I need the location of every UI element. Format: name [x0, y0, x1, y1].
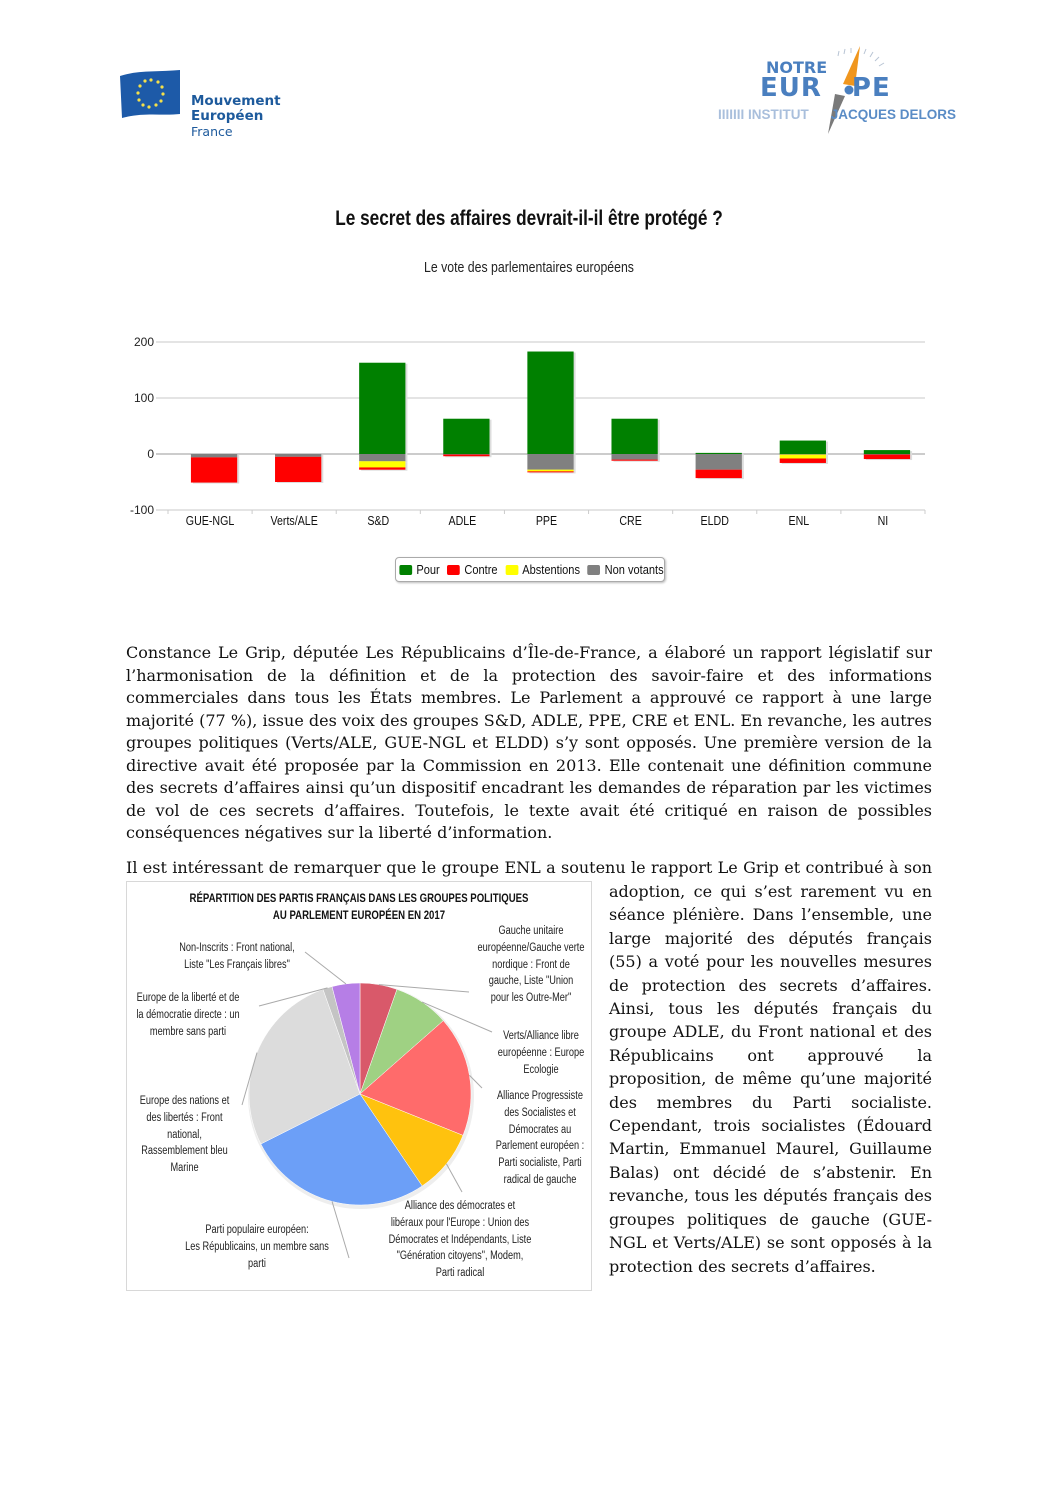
bar-segment-contre [864, 455, 910, 459]
bar-segment-contre [359, 467, 405, 469]
legend-item-pour [399, 562, 439, 577]
y-tick-label: 100 [133, 391, 154, 405]
eu-flag-icon [118, 70, 182, 120]
legend-item-abstentions [505, 562, 580, 577]
pie-label-ppe [185, 1222, 329, 1272]
bar-segment-non-votants [527, 454, 573, 470]
pie-chart-figure [126, 881, 592, 1291]
x-tick-label: Verts/ALE [270, 512, 318, 529]
x-tick-label: PPE [535, 512, 558, 529]
bar-shadow [613, 461, 659, 462]
logo-eur: EUR [760, 73, 822, 103]
pie-label-line: "Génération citoyens", Modem, [396, 1250, 524, 1263]
notre-europe-logo [718, 40, 957, 140]
pie-label-line: Parti populaire européen: [205, 1224, 309, 1236]
mouvement-europeen-logo [118, 70, 298, 144]
bar-segment-contre [191, 457, 237, 482]
logo-europe [760, 73, 891, 103]
bar-segment-pour [359, 363, 405, 454]
bar-segment-pour [780, 441, 826, 454]
logo-institut-text: IIIIIII INSTITUT [718, 107, 809, 122]
pie-label-enf [139, 1093, 231, 1177]
bar-segment-non-votants [611, 454, 657, 460]
bar-segment-pour [696, 453, 742, 454]
x-tick-label: ELDD [700, 512, 729, 529]
mouvement-europeen-wordmark [191, 94, 281, 139]
bar-segment-non-votants [191, 454, 237, 457]
pie-label-line: Europe des nations et [139, 1095, 230, 1107]
pie-label-line: Démocrates et Indépendants, Liste [388, 1233, 532, 1246]
pie-label-line: des libertés : Front [146, 1111, 223, 1124]
legend-swatch-non-votants [588, 565, 601, 575]
pie-label-line: Ecologie [523, 1063, 559, 1076]
bar-segment-pour [527, 352, 573, 454]
bar-segment-contre [611, 460, 657, 461]
page-subtitle: Le vote des parlementaires européens [424, 259, 634, 276]
pie-label-line: des Socialistes et [504, 1106, 576, 1119]
legend-label: Non votants [604, 562, 664, 577]
bar-segment-non-votants [696, 454, 742, 470]
bar-segment-abstentions [359, 461, 405, 467]
pie-label-line: pour les Outre-Mer" [490, 992, 572, 1005]
body-paragraph-2-line1: Il est intéressant de remarquer que le groupe ENL a soutenu le rapport Le Grip et contribué à son [126, 858, 932, 877]
bar-segment-contre [696, 470, 742, 478]
pie-label-line: membre sans parti [149, 1025, 227, 1038]
body-paragraph-1: Constance Le Grip, députée Les Républicains d’Île-de-France, a élaboré un rapport législatif sur l’harmonisation de la définition et de la protection des savoir-faire et des informations commerciales dans tous les États membres. Le Parlement a approuvé ce rapport à une large majorité (77 %), issue des voix des groupes S&D, ADLE, PPE, CRE et ENL. En revanche, les autres groupes politiques (Verts/ALE, GUE-NGL et ELDD) s’y sont opposés. Une première version de la directive avait été proposée par la Commission en 2013. Elle contenait une définition commune des secrets d’affaires ainsi qu’un dispositif encadrant les demandes de réparation par les victimes de vol de ces secrets d’affaires. Toutefois, le texte avait été critiqué en raison de possibles conséquences négatives sur la liberté d’information. [126, 643, 932, 842]
pie-label-line: Marine [170, 1162, 199, 1175]
x-tick-label: NI [877, 512, 889, 529]
bar-segment-contre [443, 455, 489, 457]
pie-label-line: national, [167, 1128, 202, 1141]
pie-label-line: Liste "Les Français libres" [184, 958, 290, 971]
bar-segment-contre [275, 457, 321, 482]
pie-label-line: la démocratie directe : un [136, 1008, 240, 1021]
bar-segment-pour [443, 419, 489, 454]
pie-label-line: nordique : Front de [492, 958, 570, 971]
legend-swatch-pour [399, 565, 412, 575]
pie-leader-line [446, 1164, 462, 1192]
bar-segment-pour [611, 419, 657, 454]
pie-label-line: Alliance des démocrates et [404, 1200, 516, 1212]
pie-label-alde [388, 1198, 532, 1282]
pie-label-line: Parlement européen : [495, 1140, 585, 1153]
pie-label-line: européenne : Europe [497, 1046, 585, 1059]
pie-label-line: Rassemblement bleu [141, 1145, 228, 1158]
body-paragraph-2-wrap: adoption, ce qui s’est rarement vu en séance plénière. Dans l’ensemble, une large majorité des députés français (55) a voté pour les nouvelles mesures de protection des secrets d’affaires. Ainsi, tous les députés français du groupe ADLE, du Front national et des Républicains ont approuvé la proposition, de même qu’une majorité des membres du Parti socialiste. Cependant, trois socialistes (Édouard Martin, Emmanuel Maurel, Guillaume Balas) ont décidé de s’abstenir. En revanche, tous les députés français des groupes politiques de gauche (GUE-NGL et Verts/ALE) se sont opposés à la protection des secrets d’affaires. [609, 882, 932, 1276]
pie-title-line2: AU PARLEMENT EUROPÉEN EN 2017 [272, 908, 446, 922]
y-tick-label: 200 [133, 335, 154, 349]
logo-institut [718, 107, 956, 122]
bar-segment-abstentions [527, 470, 573, 472]
logo-text-line3: France [191, 124, 233, 139]
pie-label-sd [490, 1088, 591, 1189]
pie-label-line: Europe de la liberté et de [136, 992, 240, 1004]
bar-segment-pour [864, 450, 910, 454]
x-tick-label: CRE [619, 512, 642, 529]
x-tick-label: S&D [367, 512, 390, 529]
pie-title-line1: RÉPARTITION DES PARTIS FRANÇAIS DANS LES GROUPES POLITIQUES [189, 891, 529, 905]
x-tick-label: ENL [788, 512, 810, 529]
pie-leader-line [332, 1201, 349, 1258]
legend-label: Abstentions [522, 562, 580, 577]
vote-bar-chart [130, 330, 930, 530]
logo-pe: PE [851, 73, 891, 103]
legend-label: Pour [416, 562, 440, 577]
chart-legend [395, 557, 665, 582]
pie-label-line: Non-Inscrits : Front national, [179, 942, 295, 954]
bar-segment-non-votants [275, 454, 321, 457]
legend-label: Contre [464, 562, 498, 577]
pie-label-line: parti [248, 1257, 266, 1270]
logo-text-line1: Mouvement [191, 93, 281, 109]
pie-label-line: européenne/Gauche verte [477, 941, 585, 954]
pie-label-efdd [136, 990, 240, 1040]
logo-delors-text: JACQUES DELORS [830, 107, 957, 122]
y-tick-label: 0 [147, 447, 154, 461]
logo-notre: NOTRE [766, 58, 828, 77]
pie-label-line: Alliance Progressiste [497, 1090, 583, 1102]
logo-text-line2: Européen [191, 108, 264, 124]
page-title: Le secret des affaires devrait-il-il être protégé ? [335, 207, 723, 230]
legend-swatch-contre [447, 565, 460, 575]
pie-label-line: Parti socialiste, Parti [498, 1157, 582, 1170]
bar-segment-contre [527, 471, 573, 472]
bar-segment-contre [780, 458, 826, 462]
legend-swatch-abstentions [505, 565, 518, 575]
y-tick-label: -100 [130, 503, 154, 517]
pie-label-verts [493, 1028, 589, 1078]
x-tick-label: GUE-NGL [185, 512, 235, 529]
x-tick-label: ADLE [448, 512, 477, 529]
pie-label-line: Verts/Alliance libre [503, 1030, 579, 1042]
pie-label-line: Les Républicains, un membre sans [185, 1240, 329, 1253]
bar-segment-non-votants [359, 454, 405, 461]
legend-item-contre [447, 562, 497, 577]
pie-label-ni [157, 940, 317, 974]
legend-item-non-votants [588, 562, 664, 577]
pie-label-line: libéraux pour l'Europe : Union des [390, 1216, 530, 1229]
pie-label-line: Démocrates au [508, 1123, 572, 1136]
pie-label-line: radical de gauche [503, 1173, 577, 1186]
bar-segment-abstentions [780, 455, 826, 459]
bar-shadow [529, 472, 575, 473]
pie-label-line: Gauche unitaire [498, 925, 564, 937]
pie-label-line: Parti radical [435, 1267, 485, 1280]
pie-label-gue [475, 923, 587, 1007]
pie-label-line: gauche, Liste "Union [488, 975, 574, 988]
